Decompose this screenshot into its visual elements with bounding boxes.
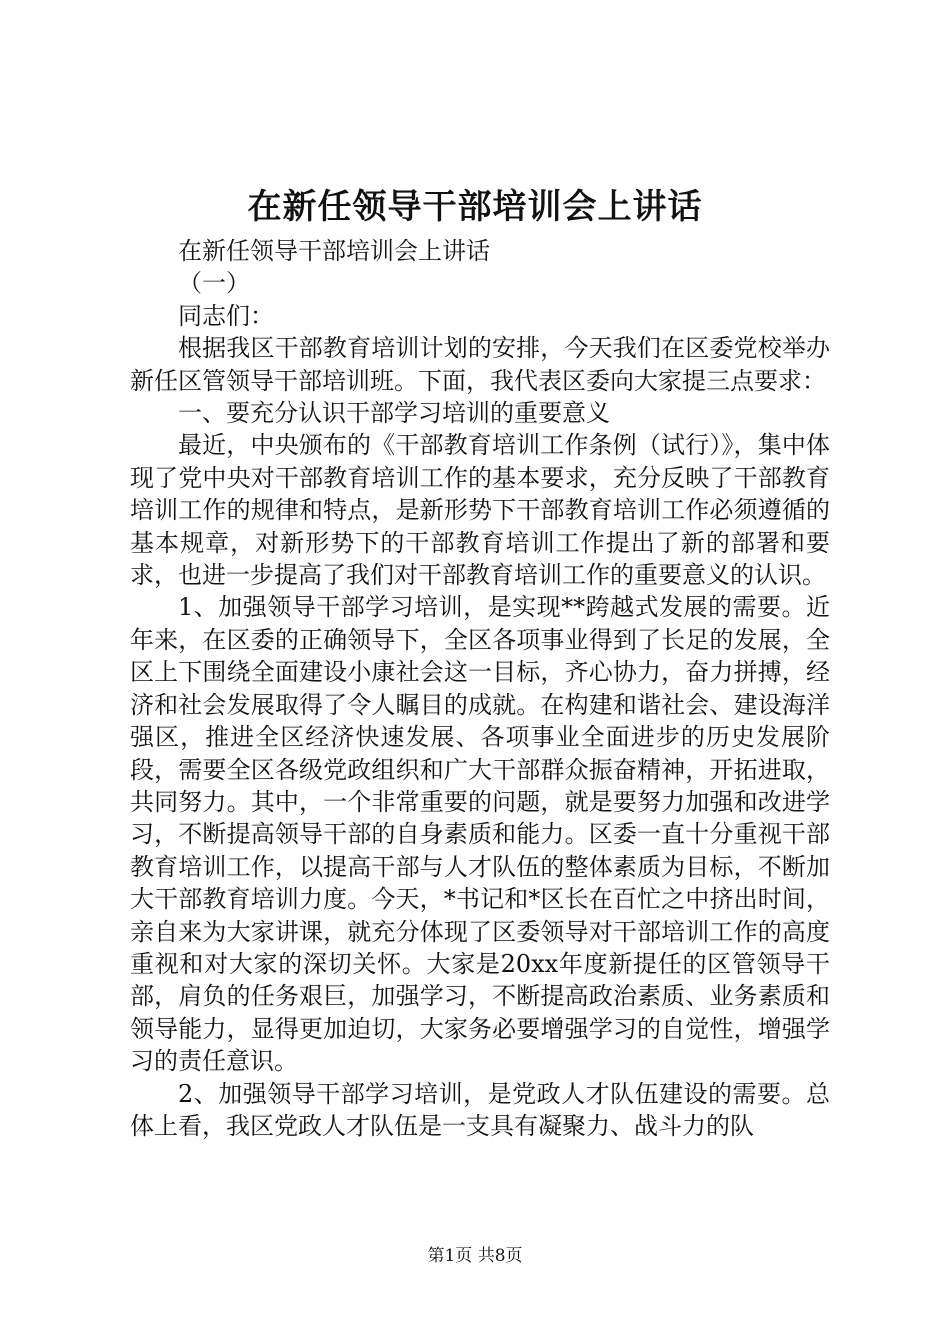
section-heading-paragraph: 一、要充分认识干部学习培训的重要意义 xyxy=(178,399,610,428)
salutation-paragraph: 同志们： xyxy=(178,301,274,330)
body-paragraph: 2、加强领导干部学习培训，是党政人才队伍建设的需要。总体上看，我区党政人才队伍是一支具有凝聚力、战斗力的队 xyxy=(130,1079,830,1140)
document-body xyxy=(130,235,830,1142)
intro-paragraph: 根据我区干部教育培训计划的安排，今天我们在区委党校举办新任区管领导干部培训班。下面，我代表区委向大家提三点要求： xyxy=(130,334,830,395)
body-paragraph: 1、加强领导干部学习培训，是实现**跨越式发展的需要。近年来，在区委的正确领导下，全区各项事业得到了长足的发展，全区上下围绕全面建设小康社会这一目标，齐心协力，奋力拼搏，经济和社会发展取得了令人瞩目的成就。在构建和谐社会、建设海洋强区，推进全区经济快速发展、各项事业全面进步的历史发展阶段，需要全区各级党政组织和广大干部群众振奋精神，开拓进取，共同努力。其中，一个非常重要的问题，就是要努力加强和改进学习，不断提高领导干部的自身素质和能力。区委一直十分重视干部教育培训工作，以提高干部与人才队伍的整体素质为目标，不断加大干部教育培训力度。今天，*书记和*区长在百忙之中挤出时间，亲自来为大家讲课，就充分体现了区委领导对干部培训工作的高度重视和对大家的深切关怀。大家是20xx年度新提任的区管领导干部，肩负的任务艰巨，加强学习，不断提高政治素质、业务素质和领导能力，显得更加迫切，大家务必要增强学习的自觉性，增强学习的责任意识。 xyxy=(130,593,830,1076)
document-title: 在新任领导干部培训会上讲话 xyxy=(247,187,703,227)
page-number-footer: 第1页 共8页 xyxy=(427,1246,523,1266)
body-paragraph: 最近，中央颁布的《干部教育培训工作条例（试行）》，集中体现了党中央对干部教育培训工作的基本要求，充分反映了干部教育培训工作的规律和特点，是新形势下干部教育培训工作必须遵循的基本规章，对新形势下的干部教育培训工作提出了新的部署和要求，也进一步提高了我们对干部教育培训工作的重要意义的认识。 xyxy=(130,431,830,590)
section-number-paragraph: （一） xyxy=(178,269,250,298)
subtitle-paragraph: 在新任领导干部培训会上讲话 xyxy=(178,237,490,265)
